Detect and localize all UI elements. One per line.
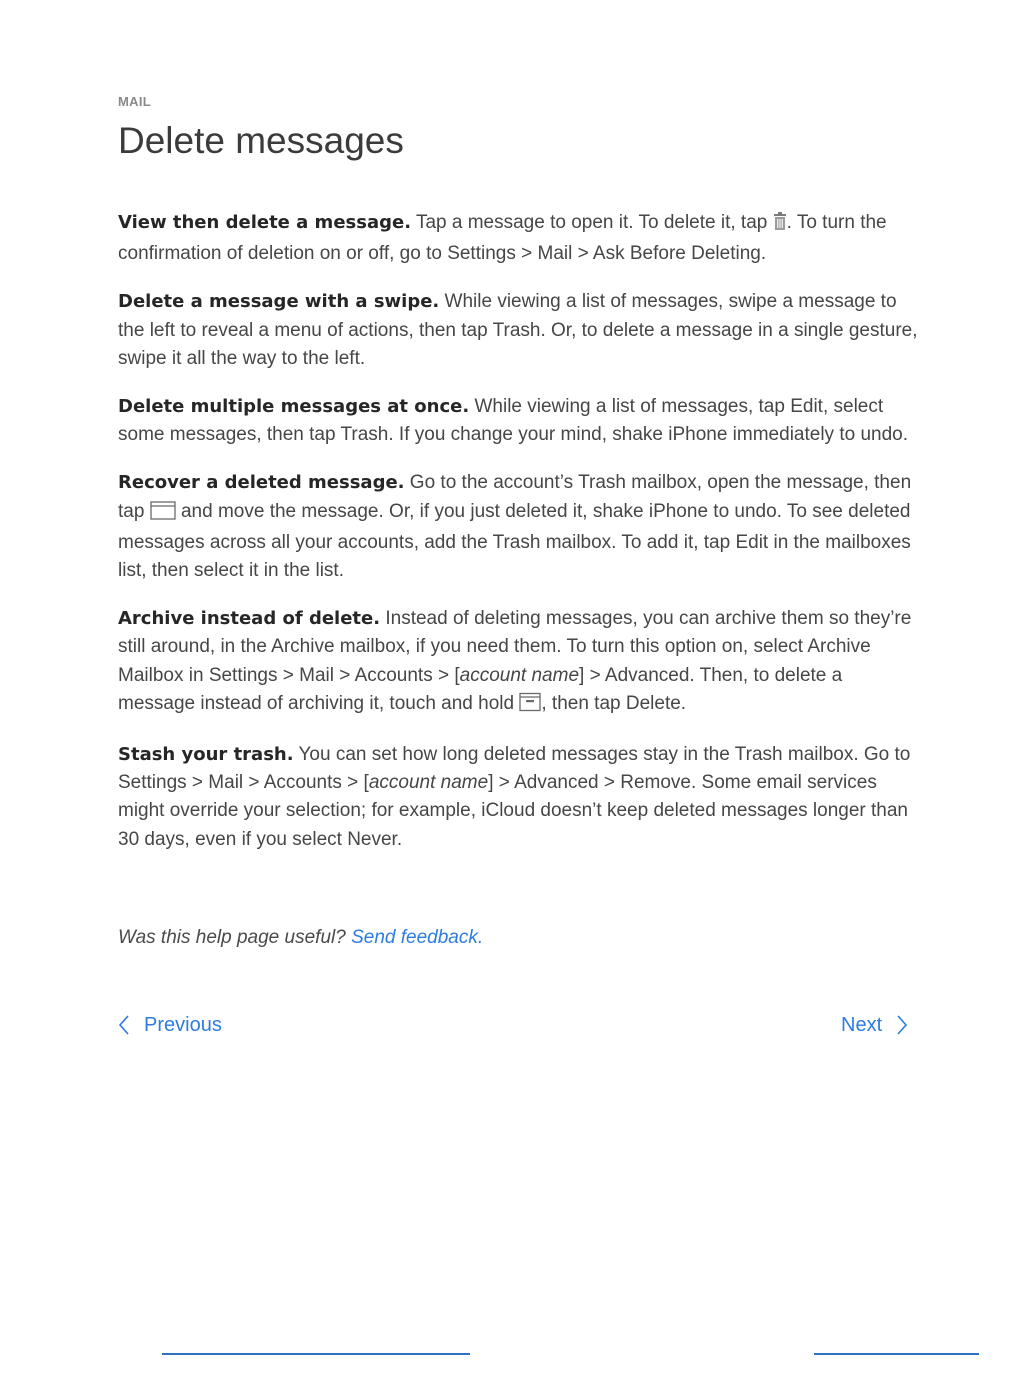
send-feedback-link[interactable]: Send feedback. xyxy=(351,927,484,948)
section-eyebrow: MAIL xyxy=(118,94,151,109)
folder-icon xyxy=(150,500,176,529)
next-button[interactable] xyxy=(841,1010,908,1040)
paragraph-text: ] > Advanced > Remove. Some email services might override your selection; for example, iCloud doesn’t keep deleted messages longer than 30 days, even if you select Never. xyxy=(118,772,909,850)
paragraph-stash-trash xyxy=(118,741,918,854)
trash-icon xyxy=(773,211,787,240)
next-label: Next xyxy=(841,1014,883,1036)
paragraph-view-then-delete xyxy=(118,209,918,268)
paragraph-text: While viewing a list of messages, tap Edit, select some messages, then tap Trash. If you change your mind, shake iPhone immediately to undo. xyxy=(118,396,908,446)
paragraph-text: , then tap Delete. xyxy=(541,692,687,714)
paragraph-text: Instead of deleting messages, you can archive them so they’re still around, in the Archive mailbox, if you need them. To turn this option on, select Archive Mailbox in Settings > Mail > Accounts > [ xyxy=(118,608,912,686)
archive-icon xyxy=(519,692,541,721)
chevron-left-icon xyxy=(118,1014,130,1036)
account-name-placeholder: account name xyxy=(368,772,489,794)
previous-button[interactable] xyxy=(118,1010,222,1040)
paragraph-delete-multiple xyxy=(118,393,918,449)
footer-divider-right xyxy=(814,1353,979,1355)
chevron-right-icon xyxy=(896,1014,908,1036)
paragraph-heading: Stash your trash. xyxy=(118,744,294,766)
paragraph-text: and move the message. Or, if you just deleted it, shake iPhone to undo. To see deleted messages across all your accounts, add the Trash mailbox. To add it, tap Edit in the mailboxes list, then select it in the list. xyxy=(118,500,911,582)
paragraph-text: You can set how long deleted messages stay in the Trash mailbox. Go to Settings > Mail > Accounts > [ xyxy=(118,744,911,794)
paragraph-heading: Archive instead of delete. xyxy=(118,608,381,630)
paragraph-archive-instead xyxy=(118,605,918,721)
previous-label: Previous xyxy=(144,1014,222,1036)
footer-divider-left xyxy=(162,1353,470,1355)
feedback-question: Was this help page useful? xyxy=(118,927,352,948)
page-title: Delete messages xyxy=(118,120,404,161)
paragraph-text: . To turn the confirmation of deletion on or off, go to Settings > Mail > Ask Before Deleting. xyxy=(118,212,887,265)
paragraph-recover-deleted xyxy=(118,469,918,585)
account-name-placeholder: account name xyxy=(459,664,580,686)
help-content xyxy=(118,209,918,854)
paragraph-heading: Recover a deleted message. xyxy=(118,472,405,494)
paragraph-text: Go to the account’s Trash mailbox, open the message, then tap xyxy=(118,472,912,522)
paragraph-heading: Delete a message with a swipe. xyxy=(118,291,440,313)
paragraph-heading: Delete multiple messages at once. xyxy=(118,396,470,418)
paragraph-heading: View then delete a message. xyxy=(118,212,412,233)
feedback-prompt xyxy=(118,924,483,952)
paragraph-text: ] > Advanced. Then, to delete a message instead of archiving it, touch and hold xyxy=(118,664,843,714)
paragraph-text: Tap a message to open it. To delete it, tap xyxy=(411,212,773,233)
help-page xyxy=(118,92,918,874)
paragraph-delete-swipe xyxy=(118,288,918,373)
paragraph-text: While viewing a list of messages, swipe a message to the left to reveal a menu of actions, then tap Trash. Or, to delete a message in a single gesture, swipe it all the way to the left. xyxy=(118,291,918,369)
